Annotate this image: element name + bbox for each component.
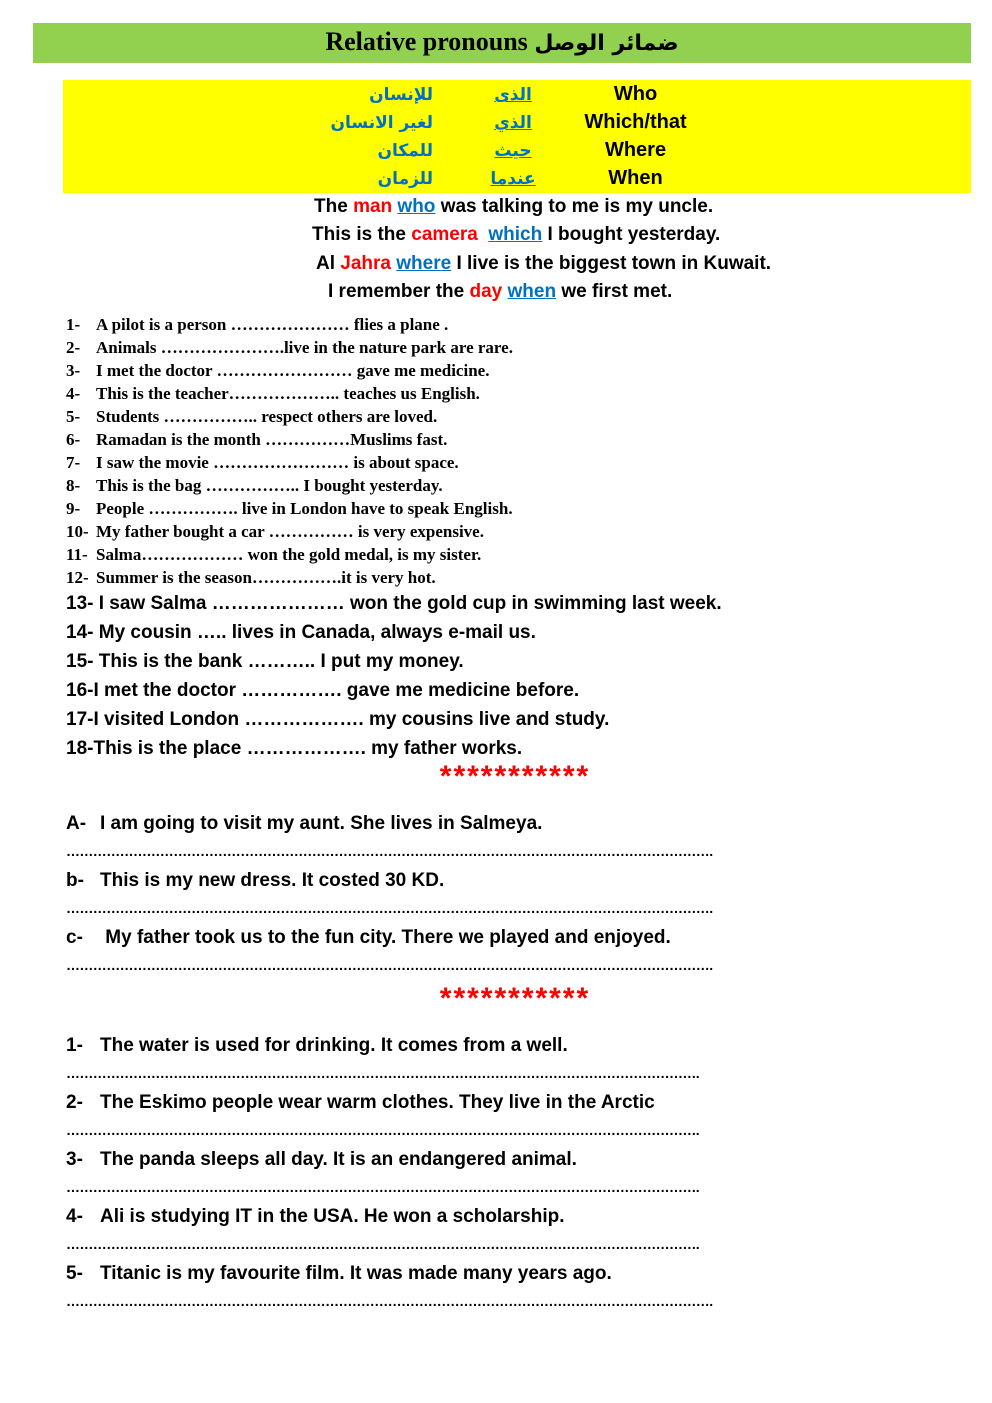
exercise-item [66,543,513,566]
exercise-item [66,405,513,428]
example-text: The [314,196,354,217]
item-number: 12- [66,568,89,587]
legend-row [63,111,971,139]
legend-row [63,83,971,111]
combine-question [66,1206,565,1228]
exercise-item [66,313,513,336]
exercise-item [66,497,513,520]
item-number: 5- [66,407,81,426]
item-text: People ……………. live in London have to speak English. [96,499,513,518]
combine-question [66,1092,655,1114]
legend-arabic-description: للمكان [377,141,433,161]
item-number: 1- [66,315,81,334]
exercise-item: 13- I saw Salma ………………… won the gold cup in swimming last week. [66,593,722,614]
example-pronoun: which [488,224,543,245]
question-label: A- [66,813,87,834]
combine-question [66,870,444,892]
item-number: 7- [66,453,81,472]
exercise-item [66,520,513,543]
exercise-item [66,359,513,382]
title-arabic: ضمائر الوصل [534,31,679,56]
item-number: 2- [66,338,81,357]
example-sentence [314,196,713,218]
example-sentence [316,253,771,275]
combine-question [66,927,671,949]
example-text: we first met. [556,281,673,302]
answer-line: ……………………………………………………………………………………………………………………………. [66,1122,700,1138]
question-text: The Eskimo people wear warm clothes. They live in the Arctic [100,1092,655,1113]
exercise-item: 15- This is the bank ……….. I put my money. [66,651,464,672]
example-text: I live is the biggest town in Kuwait. [451,253,772,274]
item-number: 9- [66,499,81,518]
question-label: 3- [66,1149,83,1170]
legend-row [63,139,971,167]
exercise-item: 16-I met the doctor ……………. gave me medicine before. [66,680,580,701]
exercise-item [66,382,513,405]
answer-line: ………………………………………………………………………………………………………………………………. [66,1293,713,1309]
example-noun: camera [411,224,478,245]
section-divider-stars: *********** [439,982,591,1015]
example-text: Al [316,253,341,274]
legend-english-pronoun: When [608,167,663,189]
legend-arabic-description: لغير الانسان [330,113,433,133]
item-text: A pilot is a person ………………… flies a plane . [96,315,449,334]
legend-arabic-description: للزمان [377,169,433,189]
question-label: 5- [66,1263,83,1284]
answer-line: ………………………………………………………………………………………………………………………………. [66,843,713,859]
example-sentence [312,224,720,246]
answer-line: ………………………………………………………………………………………………………………………………. [66,957,713,973]
legend-english-pronoun: Which/that [584,111,687,133]
pronoun-legend [63,80,971,193]
question-label: c- [66,927,83,948]
item-number: 3- [66,361,81,380]
question-text: This is my new dress. It costed 30 KD. [100,870,445,891]
item-number: 10- [66,522,89,541]
legend-row [63,167,971,195]
legend-arabic-description: للإنسان [369,85,433,105]
example-noun: day [469,281,503,302]
item-number: 11- [66,545,88,564]
legend-english-pronoun: Who [613,83,658,105]
legend-arabic-pronoun: حيث [494,141,532,161]
answer-line: ……………………………………………………………………………………………………………………………. [66,1179,700,1195]
exercise-item [66,336,513,359]
item-text: I met the doctor …………………… gave me medicine. [96,361,490,380]
legend-arabic-pronoun: الذى [494,85,532,105]
exercise-item: 14- My cousin ….. lives in Canada, always e-mail us. [66,622,536,643]
title-bar [33,23,971,63]
item-number: 8- [66,476,81,495]
item-text: I saw the movie …………………… is about space. [96,453,459,472]
question-text: The water is used for drinking. It comes from a well. [100,1035,568,1056]
example-sentence [328,281,672,303]
question-text: The panda sleeps all day. It is an endangered animal. [100,1149,577,1170]
question-text: I am going to visit my aunt. She lives in Salmeya. [100,813,543,834]
question-text: Titanic is my favourite film. It was made many years ago. [100,1263,612,1284]
exercise-item [66,428,513,451]
fill-in-exercise-part-2 [66,589,722,763]
question-label: b- [66,870,84,891]
example-text: was talking to me is my uncle. [435,196,714,217]
legend-arabic-pronoun: عندما [490,169,536,189]
item-text: This is the bag …………….. I bought yesterday. [96,476,443,495]
section-divider-stars: *********** [439,760,591,793]
exercise-item: 18-This is the place ………………. my father works. [66,738,523,759]
question-label: 1- [66,1035,83,1056]
question-text: My father took us to the fun city. There we played and enjoyed. [100,927,671,948]
legend-english-pronoun: Where [604,139,667,161]
question-label: 2- [66,1092,83,1113]
answer-line: ………………………………………………………………………………………………………………………………. [66,900,713,916]
item-text: Animals ………………….live in the nature park are rare. [96,338,513,357]
item-number: 6- [66,430,81,449]
item-text: Students …………….. respect others are loved. [96,407,438,426]
item-text: My father bought a car …………… is very expensive. [96,522,484,541]
question-text: Ali is studying IT in the USA. He won a scholarship. [100,1206,565,1227]
example-text: This is the [312,224,412,245]
example-pronoun: when [507,281,557,302]
item-number: 4- [66,384,81,403]
example-pronoun: who [397,196,436,217]
example-text: I bought yesterday. [542,224,721,245]
answer-line: ……………………………………………………………………………………………………………………………. [66,1236,700,1252]
item-text: Summer is the season…………….it is very hot. [96,568,436,587]
combine-question [66,1035,568,1057]
fill-in-exercise-part-1 [66,313,513,589]
title-english: Relative pronouns [325,27,528,56]
item-text: Ramadan is the month ……………Muslims fast. [96,430,448,449]
combine-question [66,1263,612,1285]
exercise-item [66,451,513,474]
question-label: 4- [66,1206,83,1227]
example-pronoun: where [396,253,452,274]
example-noun: man [353,196,393,217]
exercise-item [66,474,513,497]
combine-question [66,1149,577,1171]
example-noun: Jahra [340,253,391,274]
legend-arabic-pronoun: الذي [494,113,532,133]
combine-question [66,813,542,835]
exercise-item [66,566,513,589]
example-text: I remember the [328,281,470,302]
item-text: Salma……………… won the gold medal, is my sister. [96,545,482,564]
answer-line: ……………………………………………………………………………………………………………………………. [66,1065,700,1081]
item-text: This is the teacher……………….. teaches us English. [96,384,480,403]
exercise-item: 17-I visited London ………………. my cousins live and study. [66,709,610,730]
